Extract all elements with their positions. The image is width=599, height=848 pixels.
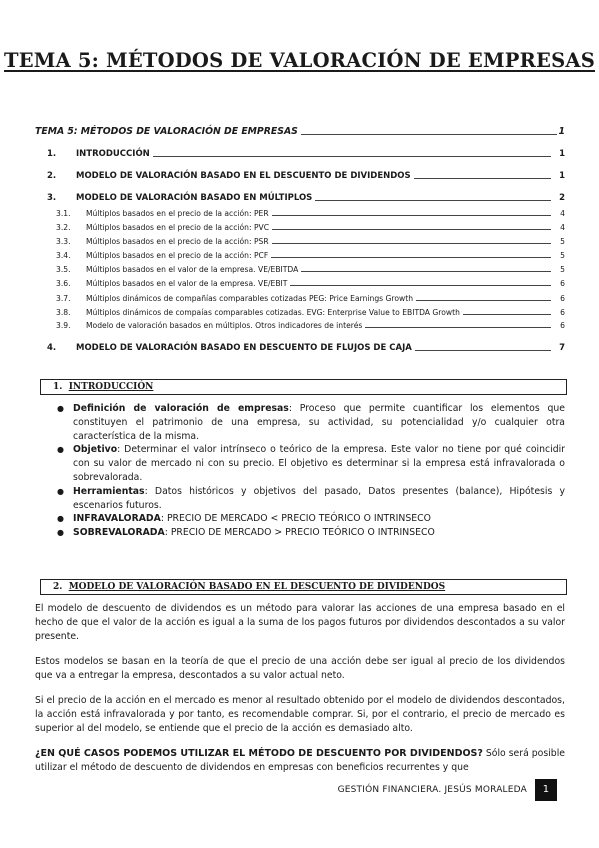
bullet-separator: : xyxy=(117,444,125,456)
toc-entry-label: Múltiplos dinámicos de compaías comparables cotizadas. EVG: Enterprise Value to EBITDA Growth xyxy=(86,308,460,317)
toc-entry[interactable] xyxy=(35,294,565,303)
section-1-number: 1. xyxy=(53,382,63,392)
toc-entry-page: 6 xyxy=(560,308,565,317)
section-2-title: MODELO DE VALORACIÓN BASADO EN EL DESCUENTO DE DIVIDENDOS xyxy=(68,582,446,592)
question-heading: ¿EN QUÉ CASOS PODEMOS UTILIZAR EL MÉTODO DE DESCUENTO POR DIVIDENDOS? xyxy=(35,748,483,759)
toc-entry-number: 3.8. xyxy=(56,308,71,317)
bullet-text: Determinar el valor intrínseco o teórico de la empresa. Este valor no tiene por qué coincidir con su valor de mercado ni con su precio. El objetivo es determinar si la empresa está infravalorada o sobrevalorada. xyxy=(73,444,565,483)
toc-entry-label: Múltiplos basados en el valor de la empresa. VE/EBIT xyxy=(86,279,288,288)
toc-leader xyxy=(290,285,551,286)
toc-entry-number: 3.2. xyxy=(56,223,71,232)
toc-entry[interactable] xyxy=(35,223,565,232)
toc-entry[interactable] xyxy=(35,193,565,203)
toc-entry-label: Múltiplos basados en el precio de la acción: PCF xyxy=(86,251,269,260)
toc-entry[interactable] xyxy=(35,149,565,159)
toc-entry[interactable] xyxy=(35,321,565,330)
toc-leader xyxy=(365,327,551,328)
page-number: 1 xyxy=(535,779,557,801)
section-2-paragraph-3: Si el precio de la acción en el mercado es menor al resultado obtenido por el modelo de dividendos descontados, la acción está infravalorada y por tanto, es recomendable comprar. Si, por el contrario, el precio de mercado es superior al del modelo, se entiende que el precio de la acción es demasiado alto. xyxy=(35,695,565,734)
bullet-text: PRECIO DE MERCADO > PRECIO TEÓRICO O INTRINSECO xyxy=(170,527,435,539)
toc-entry-number: 3.6. xyxy=(56,279,71,288)
toc-entry-label: Múltiplos basados en el valor de la empresa. VE/EBITDA xyxy=(86,265,299,274)
toc-entry-page: 6 xyxy=(560,321,565,330)
list-item xyxy=(55,402,565,443)
toc-leader xyxy=(315,200,551,201)
toc-entry[interactable] xyxy=(35,265,565,274)
toc-entry-number: 3.5. xyxy=(56,265,71,274)
toc-entry-number: 2. xyxy=(47,171,57,181)
toc-entry-label: Múltiplos dinámicos de compañías comparables cotizadas PEG: Price Earnings Growth xyxy=(86,294,414,303)
toc-entry[interactable] xyxy=(35,209,565,218)
section-2-paragraph-1: El modelo de descuento de dividendos es un método para valorar las acciones de una empresa basado en el hecho de que el valor de la acción es igual a la suma de los pagos futuros por dividendos descontados a su valor presente. xyxy=(35,603,565,642)
toc-entry[interactable] xyxy=(35,279,565,288)
toc-entry-label: Múltiplos basados en el precio de la acción: PER xyxy=(86,209,269,218)
toc-leader xyxy=(463,314,551,315)
bullet-text: Datos históricos y objetivos del pasado, Datos presentes (balance), Hipótesis y escenarios futuros. xyxy=(73,485,565,511)
toc-entry-label: Múltiplos basados en el precio de la acción: PSR xyxy=(86,237,269,246)
toc-header-page: 1 xyxy=(558,126,565,137)
toc-entry-number: 1. xyxy=(47,149,57,159)
toc-entry-label: Múltiplos basados en el precio de la acción: PVC xyxy=(86,223,270,232)
toc-leader xyxy=(153,156,551,157)
toc-leader xyxy=(271,257,551,258)
toc-entry-number: 3.1. xyxy=(56,209,71,218)
toc-leader xyxy=(415,350,551,351)
bullet-term: Herramientas xyxy=(73,485,145,497)
toc-entry-page: 5 xyxy=(560,251,565,260)
page-footer xyxy=(338,779,557,801)
section-1-title: INTRODUCCIÓN xyxy=(68,382,154,392)
document-title: TEMA 5: MÉTODOS DE VALORACIÓN DE EMPRESAS xyxy=(4,49,595,72)
toc-entry[interactable] xyxy=(35,343,565,353)
toc-entry-page: 1 xyxy=(559,149,565,159)
toc-leader xyxy=(301,271,551,272)
toc-entry-number: 3.7. xyxy=(56,294,71,303)
bullet-separator: : xyxy=(160,513,167,525)
toc-leader xyxy=(272,243,551,244)
bullet-separator: : xyxy=(288,403,300,414)
bullet-separator: : xyxy=(144,485,155,497)
bullet-text: Proceso que permite cuantificar los elementos que constituyen el patrimonio de una empresa, su actividad, su potencialidad y/o cualquier otra característica de la misma. xyxy=(73,403,565,442)
bullet-term: SOBREVALORADA xyxy=(73,527,165,539)
toc-entry-label: MODELO DE VALORACIÓN BASADO EN EL DESCUENTO DE DIVIDENDOS xyxy=(76,171,411,181)
toc-entry[interactable] xyxy=(35,251,565,260)
section-2-heading xyxy=(40,579,567,595)
intro-bullet-list xyxy=(55,402,565,540)
toc-entry-page: 6 xyxy=(560,294,565,303)
toc-entry-number: 3.3. xyxy=(56,237,71,246)
toc-entry-label: Modelo de valoración basados en múltiplos. Otros indicadores de interés xyxy=(86,321,363,330)
toc-entry-page: 2 xyxy=(559,193,565,203)
toc-leader xyxy=(414,178,551,179)
toc-entry-page: 6 xyxy=(560,279,565,288)
toc-entry[interactable] xyxy=(35,308,565,317)
section-2-number: 2. xyxy=(53,582,63,592)
section-2-question-paragraph xyxy=(35,747,565,775)
toc-header[interactable] xyxy=(35,126,565,137)
toc-entry-page: 4 xyxy=(560,209,565,218)
toc-entry-label: INTRODUCCIÓN xyxy=(76,149,150,159)
list-item xyxy=(55,443,565,484)
list-item xyxy=(55,485,565,513)
toc-entry-label: MODELO DE VALORACIÓN BASADO EN DESCUENTO DE FLUJOS DE CAJA xyxy=(76,343,412,353)
question-answer: Sólo será posible utilizar el método de descuento de dividendos en empresas con beneficios recurrentes y que xyxy=(35,748,565,773)
toc-leader xyxy=(301,134,557,135)
toc-entry-number: 3.4. xyxy=(56,251,71,260)
list-item xyxy=(55,512,565,526)
bullet-term: Objetivo xyxy=(73,444,118,456)
toc-leader xyxy=(416,300,551,301)
toc-leader xyxy=(272,229,551,230)
toc-entry-label: MODELO DE VALORACIÓN BASADO EN MÚLTIPLOS xyxy=(76,193,313,203)
bullet-text: PRECIO DE MERCADO < PRECIO TEÓRICO O INTRINSECO xyxy=(166,513,431,525)
toc-leader xyxy=(272,215,551,216)
bullet-separator: : xyxy=(164,527,171,539)
section-2-paragraph-2: Estos modelos se basan en la teoría de que el precio de una acción debe ser igual al precio de los dividendos que va a entregar la empresa, descontados a su valor actual neto. xyxy=(35,656,565,681)
bullet-term: Definición de valoración de empresas xyxy=(73,403,289,414)
toc-entry[interactable] xyxy=(35,237,565,246)
bullet-term: INFRAVALORADA xyxy=(73,513,161,525)
toc-entry-page: 5 xyxy=(560,265,565,274)
toc-entry-number: 3. xyxy=(47,193,57,203)
toc-entry-page: 1 xyxy=(559,171,565,181)
toc-header-label: TEMA 5: MÉTODOS DE VALORACIÓN DE EMPRESAS xyxy=(35,126,298,137)
toc-entry-number: 4. xyxy=(47,343,57,353)
toc-entry-page: 4 xyxy=(560,223,565,232)
toc-entry-page: 7 xyxy=(559,343,565,353)
footer-text: GESTIÓN FINANCIERA. JESÚS MORALEDA xyxy=(337,785,527,795)
toc-entry-page: 5 xyxy=(560,237,565,246)
toc-entry[interactable] xyxy=(35,171,565,181)
toc-entry-number: 3.9. xyxy=(56,321,71,330)
section-1-heading xyxy=(40,379,567,395)
list-item xyxy=(55,526,565,540)
